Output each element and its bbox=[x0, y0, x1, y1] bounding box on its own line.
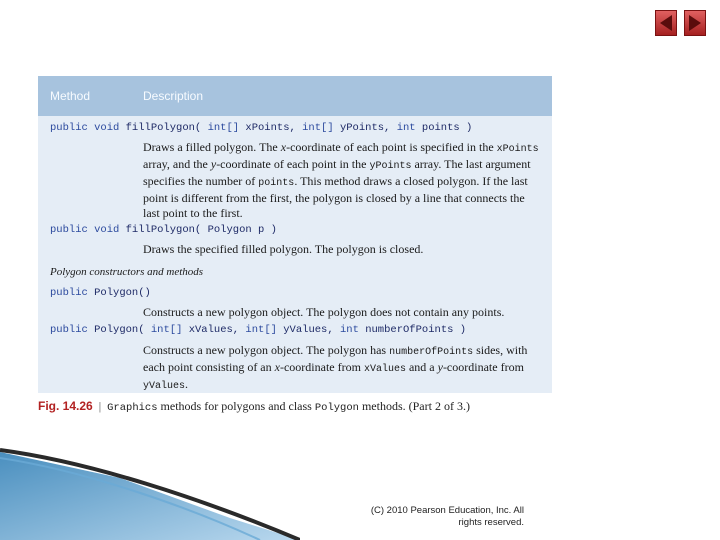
method-description: Constructs a new polygon object. The polygon has numberOfPoints sides, with each point consisting of an x-coordinate from xValues and a y-coordinate from yValues. bbox=[143, 343, 528, 392]
figure-caption: Fig. 14.26 | Graphics methods for polygons and class Polygon methods. (Part 2 of 3.) bbox=[38, 399, 470, 414]
header-method: Method bbox=[50, 89, 91, 103]
decorative-swoosh bbox=[0, 448, 300, 540]
method-signature bbox=[50, 224, 277, 236]
param-type: int[] bbox=[302, 122, 334, 134]
param-type: int bbox=[396, 122, 416, 134]
param-name: xPoints, bbox=[245, 122, 296, 134]
figure-label: Fig. 14.26 bbox=[38, 399, 93, 413]
keyword: public void bbox=[50, 224, 120, 236]
section-label: Polygon constructors and methods bbox=[50, 266, 204, 278]
param-name: xValues, bbox=[188, 324, 240, 336]
method-table bbox=[38, 76, 552, 393]
param-name: numberOfPoints ) bbox=[365, 324, 467, 336]
next-slide-button[interactable] bbox=[684, 10, 706, 36]
method-signature bbox=[50, 122, 472, 134]
method-name: Polygon() bbox=[94, 287, 151, 299]
method-signature bbox=[50, 324, 466, 336]
method-description: Draws the specified filled polygon. The polygon is closed. bbox=[143, 242, 424, 256]
param-name: yPoints, bbox=[339, 122, 391, 134]
param-type: int bbox=[339, 324, 359, 336]
keyword: public void bbox=[50, 122, 120, 134]
param-type: int[] bbox=[207, 122, 240, 134]
table-header bbox=[38, 76, 552, 116]
method-description: Draws a filled polygon. The x-coordinate of each point is specified in the xPoints array, and the y-coordinate of each point in the yPoints array. The last argument specifies the number of points. This method draws a closed polygon. If the last point is different from the first, the polygon is closed by a line that connects the last point to the first. bbox=[143, 140, 539, 220]
keyword: public bbox=[50, 324, 88, 336]
header-description: Description bbox=[143, 89, 204, 103]
param-type: int[] bbox=[245, 324, 277, 336]
previous-slide-button[interactable] bbox=[655, 10, 677, 36]
keyword: public bbox=[50, 287, 88, 299]
back-arrow-icon bbox=[658, 14, 674, 32]
param-name: points ) bbox=[421, 122, 473, 134]
method-name: Polygon( bbox=[94, 324, 145, 336]
param-type: int[] bbox=[150, 324, 183, 336]
copyright-notice: (C) 2010 Pearson Education, Inc. All rights reserved. bbox=[370, 505, 524, 528]
method-description: Constructs a new polygon object. The polygon does not contain any points. bbox=[143, 305, 505, 319]
forward-arrow-icon bbox=[687, 14, 703, 32]
param-name: yValues, bbox=[283, 324, 334, 336]
param-name: Polygon p ) bbox=[207, 224, 277, 236]
caption-separator: | bbox=[98, 399, 102, 413]
method-signature bbox=[50, 287, 151, 299]
method-name: fillPolygon( bbox=[125, 224, 202, 236]
method-name: fillPolygon( bbox=[125, 122, 202, 134]
